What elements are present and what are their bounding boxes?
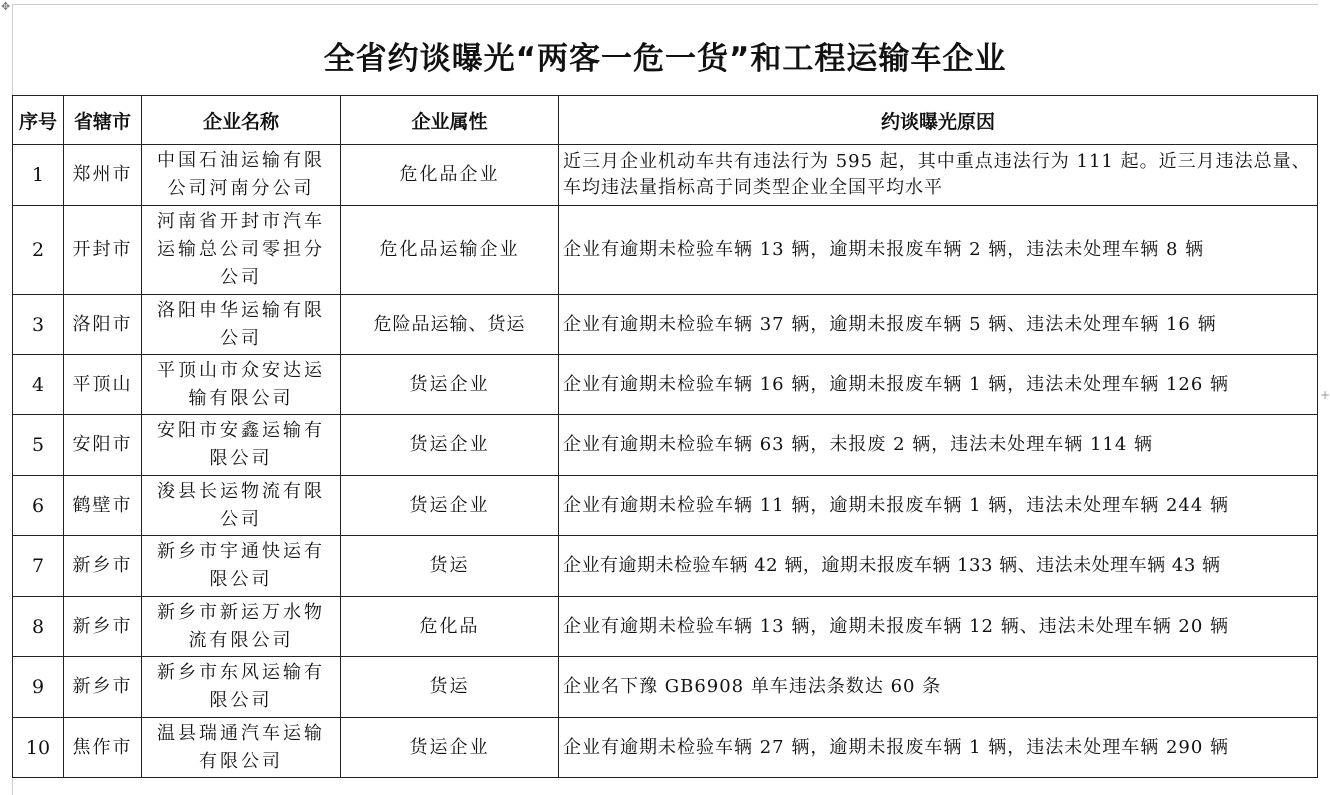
header-reason: 约谈曝光原因 [559, 96, 1318, 145]
row-reason: 企业有逾期未检验车辆 42 辆，逾期未报废车辆 133 辆、违法未处理车辆 43 辆 [559, 536, 1318, 597]
row-type: 危化品 [341, 597, 559, 657]
row-city: 鹤壁市 [64, 476, 142, 536]
table-row [13, 415, 1318, 476]
header-index: 序号 [13, 96, 64, 145]
row-city: 洛阳市 [64, 295, 142, 355]
row-reason: 近三月企业机动车共有违法行为 595 起，其中重点违法行为 111 起。近三月违法总量、车均违法量指标高于同类型企业全国平均水平 [559, 145, 1318, 206]
row-index: 4 [13, 355, 64, 415]
row-type: 危化品运输企业 [341, 206, 559, 295]
table-row [13, 476, 1318, 536]
header-city: 省辖市 [64, 96, 142, 145]
row-city: 安阳市 [64, 415, 142, 476]
row-company: 新乡市东风运输有限公司 [142, 657, 341, 718]
table-header-row [13, 96, 1318, 145]
row-city: 平顶山 [64, 355, 142, 415]
row-reason: 企业有逾期未检验车辆 13 辆，逾期未报废车辆 12 辆、违法未处理车辆 20 辆 [559, 597, 1318, 657]
table-row [13, 597, 1318, 657]
row-index: 6 [13, 476, 64, 536]
row-index: 1 [13, 145, 64, 206]
row-index: 5 [13, 415, 64, 476]
row-index: 2 [13, 206, 64, 295]
row-company: 洛阳申华运输有限公司 [142, 295, 341, 355]
row-index: 3 [13, 295, 64, 355]
table-row [13, 145, 1318, 206]
row-city: 郑州市 [64, 145, 142, 206]
row-company: 平顶山市众安达运输有限公司 [142, 355, 341, 415]
page-title: 全省约谈曝光“两客一危一货”和工程运输车企业 [323, 41, 1007, 77]
row-company: 中国石油运输有限公司河南分公司 [142, 145, 341, 206]
table-row [13, 355, 1318, 415]
row-type: 货运企业 [341, 718, 559, 778]
table-row [13, 295, 1318, 355]
row-reason: 企业有逾期未检验车辆 16 辆，逾期未报废车辆 1 辆，违法未处理车辆 126 辆 [559, 355, 1318, 415]
row-company: 浚县长运物流有限公司 [142, 476, 341, 536]
row-company: 安阳市安鑫运输有限公司 [142, 415, 341, 476]
row-type: 货运企业 [341, 476, 559, 536]
row-type: 危化品企业 [341, 145, 559, 206]
row-reason: 企业有逾期未检验车辆 13 辆，逾期未报废车辆 2 辆，违法未处理车辆 8 辆 [559, 206, 1318, 295]
row-reason: 企业有逾期未检验车辆 11 辆，逾期未报废车辆 1 辆，违法未处理车辆 244 辆 [559, 476, 1318, 536]
table-row [13, 718, 1318, 778]
row-city: 开封市 [64, 206, 142, 295]
row-company: 河南省开封市汽车运输总公司零担分公司 [142, 206, 341, 295]
row-type: 货运 [341, 536, 559, 597]
move-handle-icon[interactable]: ✥ [1, 0, 11, 13]
row-company: 新乡市宇通快运有限公司 [142, 536, 341, 597]
row-index: 9 [13, 657, 64, 718]
row-reason: 企业有逾期未检验车辆 37 辆，逾期未报废车辆 5 辆、违法未处理车辆 16 辆 [559, 295, 1318, 355]
row-reason: 企业名下豫 GB6908 单车违法条数达 60 条 [559, 657, 1318, 718]
table-row [13, 536, 1318, 597]
row-company: 温县瑞通汽车运输有限公司 [142, 718, 341, 778]
plus-marker-icon: + [1320, 388, 1330, 402]
row-type: 货运 [341, 657, 559, 718]
row-type: 危险品运输、货运 [341, 295, 559, 355]
row-city: 焦作市 [64, 718, 142, 778]
row-reason: 企业有逾期未检验车辆 63 辆，未报废 2 辆，违法未处理车辆 114 辆 [559, 415, 1318, 476]
row-reason: 企业有逾期未检验车辆 27 辆，逾期未报废车辆 1 辆，违法未处理车辆 290 辆 [559, 718, 1318, 778]
header-type: 企业属性 [341, 96, 559, 145]
header-company: 企业名称 [142, 96, 341, 145]
row-index: 8 [13, 597, 64, 657]
table-row [13, 657, 1318, 718]
row-type: 货运企业 [341, 415, 559, 476]
row-index: 7 [13, 536, 64, 597]
row-company: 新乡市新运万水物流有限公司 [142, 597, 341, 657]
row-city: 新乡市 [64, 657, 142, 718]
row-index: 10 [13, 718, 64, 778]
row-city: 新乡市 [64, 536, 142, 597]
table-row [13, 206, 1318, 295]
row-type: 货运企业 [341, 355, 559, 415]
row-city: 新乡市 [64, 597, 142, 657]
enterprise-table [12, 95, 1318, 778]
